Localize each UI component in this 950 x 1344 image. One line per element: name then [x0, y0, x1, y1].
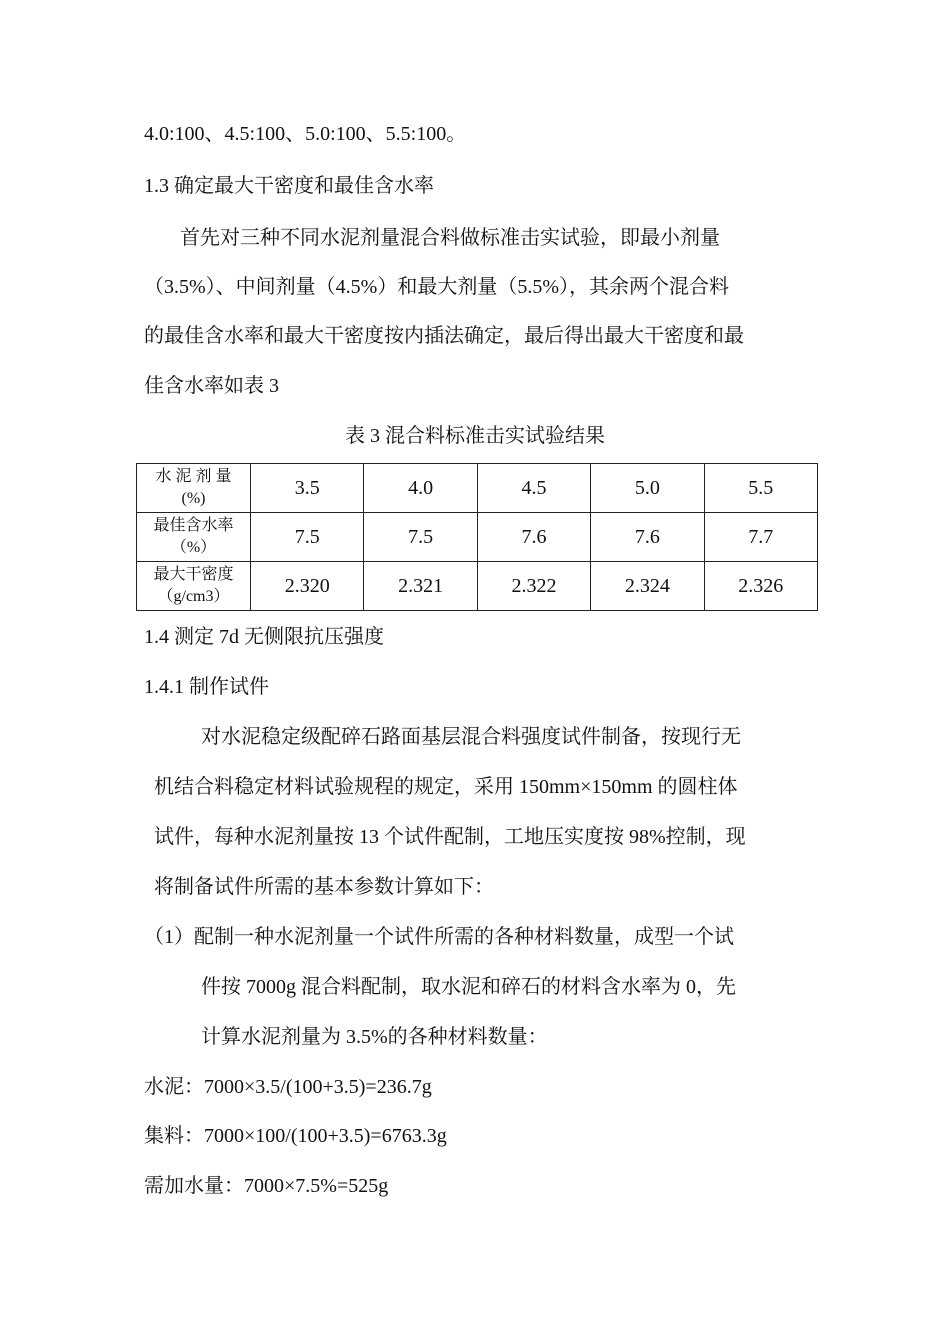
section-heading-1-4-1: 1.4.1 制作试件 [144, 676, 269, 698]
table-cell: 7.7 [704, 513, 817, 562]
row-header-line: 水 泥 剂 量 [155, 468, 232, 485]
paragraph-line: 试件，每种水泥剂量按 13 个试件配制，工地压实度按 98%控制，现 [154, 826, 746, 848]
table-cell: 2.320 [251, 562, 364, 611]
table-cell: 4.5 [477, 464, 590, 513]
paragraph-line: 将制备试件所需的基本参数计算如下： [154, 876, 494, 898]
list-item-1: （1）配制一种水泥剂量一个试件所需的各种材料数量，成型一个试 [144, 926, 734, 948]
table-cell: 5.5 [704, 464, 817, 513]
table-row-optimal-moisture [137, 513, 818, 562]
results-table [136, 463, 818, 611]
line-ratios: 4.0:100、4.5:100、5.0:100、5.5:100。 [144, 123, 467, 145]
row-header-unit: （g/cm3） [157, 588, 230, 605]
table-cell: 2.326 [704, 562, 817, 611]
table-cell: 7.6 [591, 513, 704, 562]
table-row-max-dry-density [137, 562, 818, 611]
table-cell: 5.0 [591, 464, 704, 513]
paragraph-line: 佳含水率如表 3 [144, 375, 279, 397]
formula-water: 需加水量：7000×7.5%=525g [144, 1175, 389, 1197]
table-cell: 2.322 [477, 562, 590, 611]
row-header-unit: (%) [181, 490, 206, 507]
row-header [137, 464, 251, 513]
table-row-cement-dosage [137, 464, 818, 513]
row-header-unit: （%） [170, 539, 217, 556]
table-cell: 2.324 [591, 562, 704, 611]
paragraph-line: 的最佳含水率和最大干密度按内插法确定，最后得出最大干密度和最 [144, 325, 744, 347]
table-cell: 3.5 [251, 464, 364, 513]
formula-cement: 水泥：7000×3.5/(100+3.5)=236.7g [144, 1076, 432, 1098]
row-header-line: 最大干密度 [153, 566, 234, 583]
formula-aggregate: 集料：7000×100/(100+3.5)=6763.3g [144, 1125, 447, 1147]
paragraph-line: 对水泥稳定级配碎石路面基层混合料强度试件制备，按现行无 [201, 726, 741, 748]
table-cell: 2.321 [364, 562, 477, 611]
section-heading-1-3: 1.3 确定最大干密度和最佳含水率 [144, 175, 434, 197]
row-header [137, 562, 251, 611]
table-cell: 4.0 [364, 464, 477, 513]
table-cell: 7.5 [251, 513, 364, 562]
list-item-continuation: 计算水泥剂量为 3.5%的各种材料数量： [201, 1026, 548, 1048]
paragraph-line: 首先对三种不同水泥剂量混合料做标准击实试验，即最小剂量 [180, 227, 720, 249]
table-cell: 7.5 [364, 513, 477, 562]
table-caption: 表 3 混合料标准击实试验结果 [345, 425, 605, 447]
list-item-continuation: 件按 7000g 混合料配制，取水泥和碎石的材料含水率为 0，先 [201, 976, 736, 998]
section-heading-1-4: 1.4 测定 7d 无侧限抗压强度 [144, 626, 384, 648]
paragraph-line: 机结合料稳定材料试验规程的规定，采用 150mm×150mm 的圆柱体 [154, 776, 738, 798]
row-header [137, 513, 251, 562]
paragraph-line: （3.5%）、中间剂量（4.5%）和最大剂量（5.5%），其余两个混合料 [144, 276, 729, 298]
table-cell: 7.6 [477, 513, 590, 562]
row-header-line: 最佳含水率 [153, 517, 234, 534]
